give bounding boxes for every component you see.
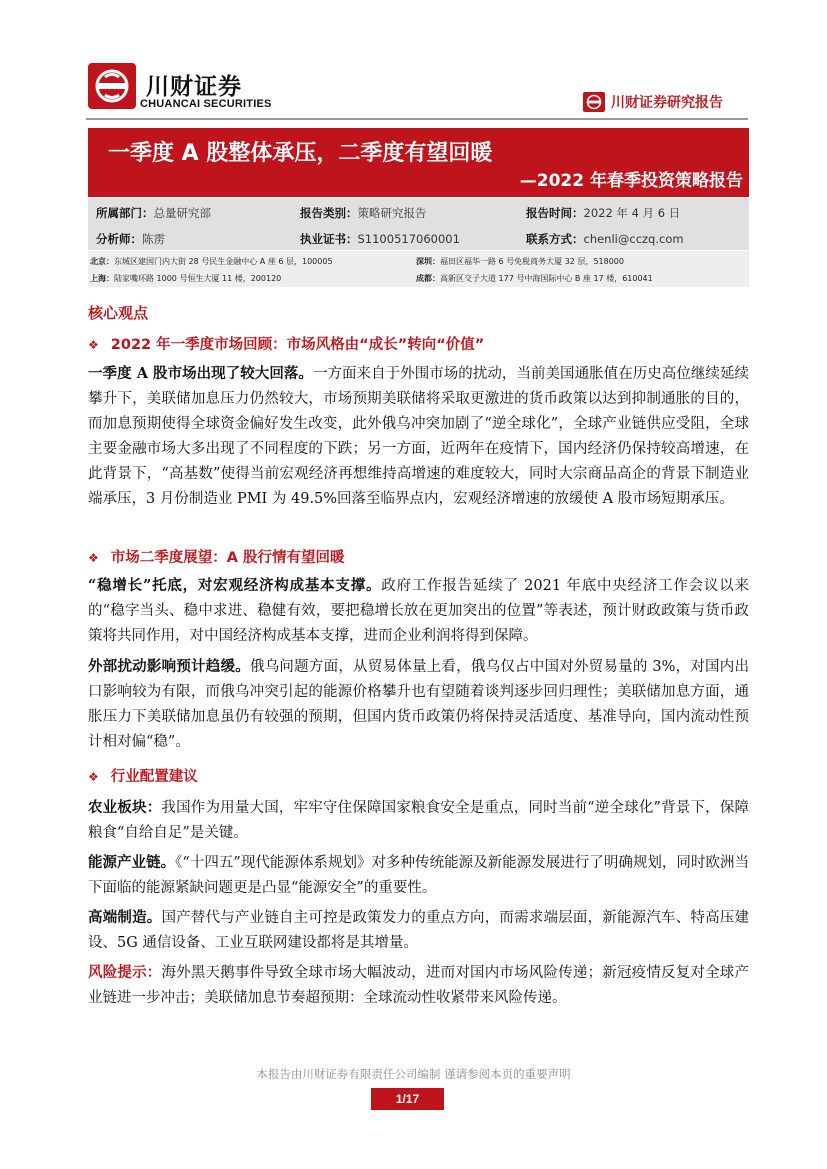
paragraph-q1-lead: 一季度 A 股市场出现了较大回落。 [88,365,313,382]
section-q1-review [88,333,484,354]
paragraph-energy [88,850,749,901]
chuancai-mini-logo-icon [583,92,605,112]
brand-name-en: CHUANCAI SECURITIES [140,98,272,110]
address-shanghai-text: 陆家嘴环路 1000 号恒生大厦 11 楼，200120 [114,274,282,283]
page-number: 1/17 [371,1088,444,1110]
address-shenzhen-label: 深圳： [416,257,440,266]
page-header [0,0,827,122]
paragraph-energy-text: 《“十四五”现代能源体系规划》对多种传统能源及新能源发展进行了明确规划，同时欧洲当下面临的能源紧缺问题更是凸显“能源安全”的重要性。 [88,855,749,896]
section-allocation [88,765,198,786]
paragraph-manufacturing [88,905,749,956]
paragraph-energy-lead: 能源产业链。 [88,854,176,871]
paragraph-manufacturing-text: 国产替代与产业链自主可控是政策发力的重点方向，而需求端层面，新能源汽车、特高压建设、5G 通信设备、工业互联网建设都将是其增量。 [88,910,749,951]
paragraph-manufacturing-lead: 高端制造。 [88,909,162,926]
dept-value: 总量研究部 [153,206,211,220]
footer-disclaimer: 本报告由川财证券有限责任公司编制 谨请参阅本页的重要声明 [256,1067,571,1081]
brand-name-cn: 川财证券 [146,74,242,100]
address-beijing-text: 东城区建国门内大街 28 号民生金融中心 A 座 6 层，100005 [114,257,333,266]
diamond-bullet-icon: ❖ [88,551,99,565]
type-value: 策略研究报告 [357,206,427,220]
paragraph-risk-lead: 风险提示： [88,964,162,981]
header-divider [86,118,748,120]
paragraph-q1-text: 一方面来自于外围市场的扰动，当前美国通胀值在历史高位继续延续攀升下，美联储加息压力仍然较大，市场预期美联储将采取更激进的货币政策以达到抑制通胀的目的，而加息预期使得全球资金偏好发生改变，此外俄乌冲突加剧了“逆全球化”，全球产业链供应受阻，全球主要金融市场大多出现了不同程度的下跌；另一方面，近两年在疫情下，国内经济仍保持较高增速，在此背景下，“高基数”使得当前宏观经济再想维持高增速的难度较大，同时大宗商品高企的背景下制造业端承压，3 月份制造业 PMI 为 49.5%回落至临界点内，宏观经济增速的放缓使 A 股市场短期承压。 [88,366,749,507]
address-beijing [90,256,333,267]
section-q1-review-title: 2022 年一季度市场回顾：市场风格由“成长”转向“价值” [110,337,485,353]
chuancai-logo-icon [88,63,136,109]
diamond-bullet-icon: ❖ [88,770,99,784]
paragraph-stable-growth [88,573,749,649]
contact-label: 联系方式： [526,232,584,246]
contact-value: chenli@cczq.com [583,232,684,246]
paragraph-agriculture-text: 我国作为用量大国，牢牢守住保障国家粮食安全是重点，同时当前“逆全球化”背景下，保障粮食“自给自足”是关键。 [88,800,750,841]
title-banner [88,128,749,197]
address-shanghai-label: 上海： [90,274,114,283]
dept-info [96,205,211,221]
report-info [88,198,749,250]
type-label: 报告类别： [300,206,358,220]
report-tag-text: 川财证券研究报告 [611,95,723,111]
analyst-info [96,231,165,247]
paragraph-external-text: 俄乌问题方面，从贸易体量上看，俄乌仅占中国对外贸易量的 3%，对国内出口影响较为有限，而俄乌冲突引起的能源价格攀升也有望随着谈判逐步回归理性；美联储加息方面，通胀压力下美联储加息虽仍有较强的预期，但国内货币政策仍将保持灵活适度、基准导向，国内流动性预计相对偏“稳”。 [88,659,750,750]
contact-info [526,231,684,247]
date-value: 2022 年 4 月 6 日 [583,206,681,220]
diamond-bullet-icon: ❖ [88,338,99,352]
paragraph-q1-review [88,361,749,512]
address-chengdu-text: 高新区交子大道 177 号中海国际中心 B 座 17 楼，610041 [440,274,653,283]
paragraph-agriculture [88,795,749,846]
section-q2-outlook [88,546,345,567]
report-subtitle: —2022 年春季投资策略报告 [519,171,743,191]
paragraph-risk [88,960,749,1011]
paragraph-external [88,654,749,755]
cert-value: S1100517060001 [357,232,460,246]
date-label: 报告时间： [526,206,584,220]
analyst-value: 陈雳 [142,232,165,246]
report-title: 一季度 A 股整体承压，二季度有望回暖 [108,141,493,166]
core-title: 核心观点 [88,304,149,322]
address-shenzhen [416,256,624,267]
cert-label: 执业证书： [300,232,358,246]
paragraph-external-lead: 外部扰动影响预计趋缓。 [88,658,250,675]
analyst-label: 分析师： [96,232,142,246]
cert-info [300,231,460,247]
dept-label: 所属部门： [96,206,154,220]
paragraph-agriculture-lead: 农业板块： [88,799,162,816]
paragraph-risk-text: 海外黑天鹅事件导致全球市场大幅波动，进而对国内市场风险传递；新冠疫情反复对全球产业链进一步冲击；美联储加息节奏超预期：全球流动性收紧带来风险传递。 [88,965,749,1006]
address-beijing-label: 北京： [90,257,114,266]
report-tag [583,92,723,112]
paragraph-stable-growth-lead: “稳增长”托底，对宏观经济构成基本支撑。 [88,577,382,594]
address-shenzhen-text: 福田区福华一路 6 号免税商务大厦 32 层，518000 [440,257,624,266]
date-info [526,205,680,221]
type-info [300,205,427,221]
address-chengdu-label: 成都： [416,274,440,283]
address-chengdu [416,273,653,284]
office-addresses [88,251,749,287]
paragraph-stable-growth-text: 政府工作报告延续了 2021 年底中央经济工作会议以来的“稳字当头、稳中求进、稳健有效，要把稳增长放在更加突出的位置”等表述，预计财政政策与货币政策将共同作用，对中国经济构成基本支撑，进而企业利润将得到保障。 [88,578,749,644]
section-allocation-title: 行业配置建议 [110,769,198,785]
section-q2-outlook-title: 市场二季度展望：A 股行情有望回暖 [110,550,345,566]
address-shanghai [90,273,281,284]
